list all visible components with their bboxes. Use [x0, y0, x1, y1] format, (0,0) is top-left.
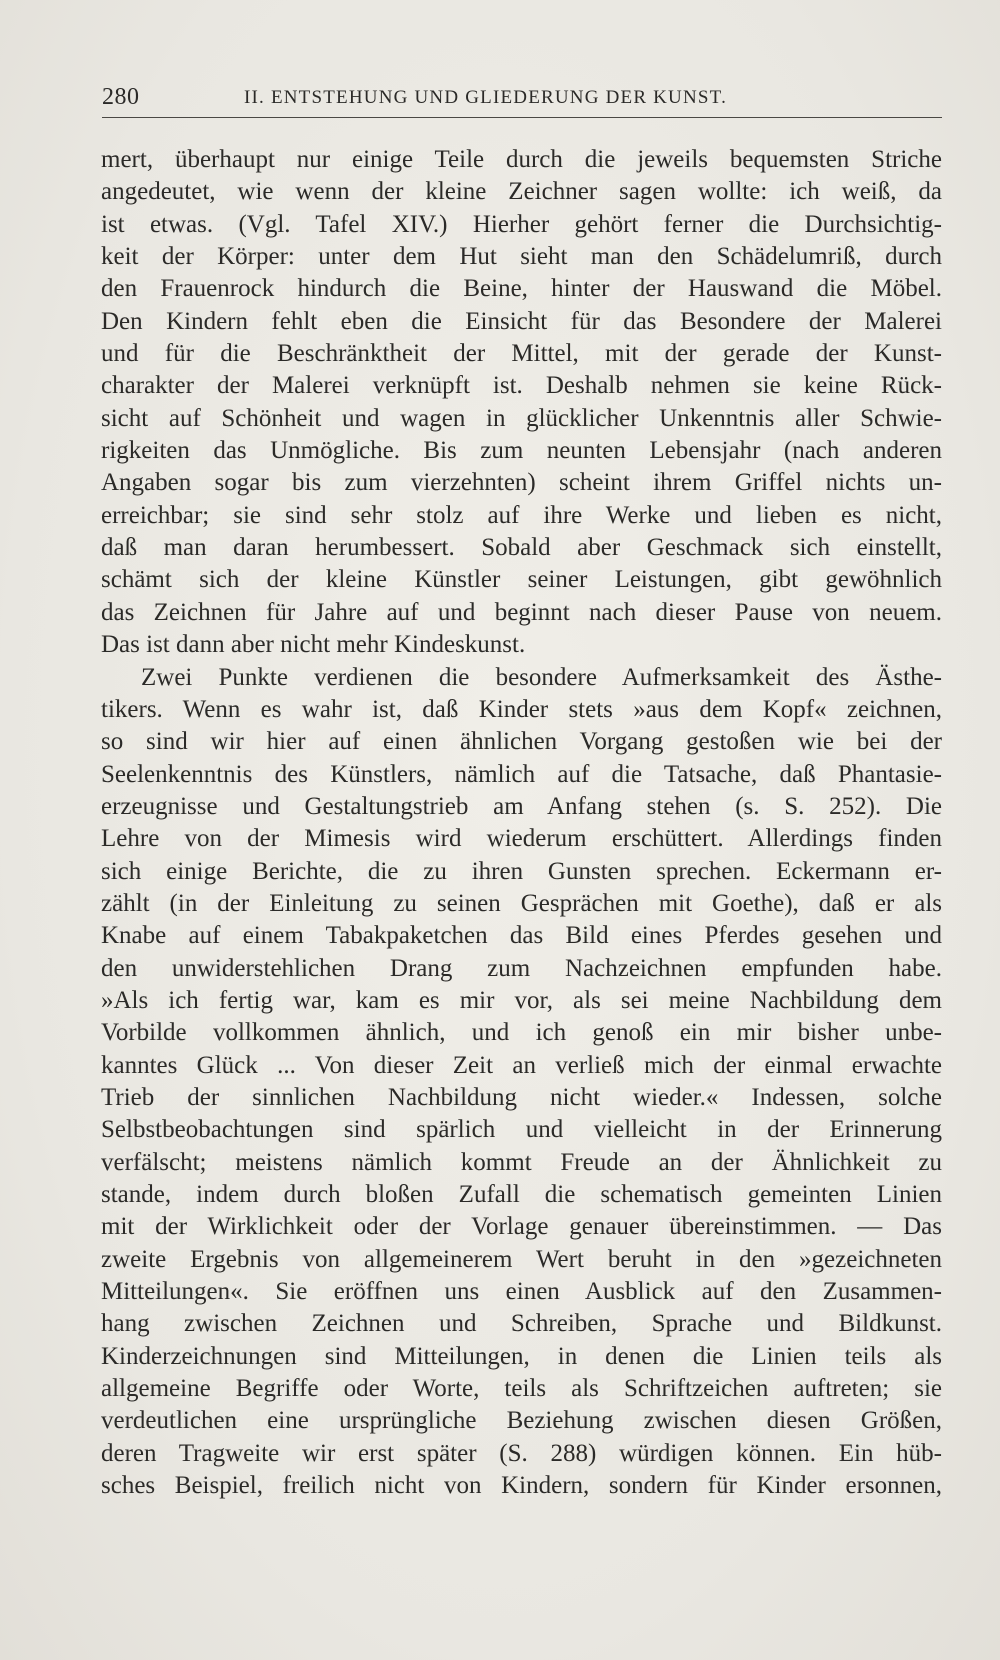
- text-line: schämt sich der kleine Künstler seiner Leistungen, gibt gewöhnlich: [101, 566, 942, 594]
- text-line: angedeutet, wie wenn der kleine Zeichner sagen wollte: ich weiß, da: [101, 178, 942, 206]
- text-line: Kinderzeichnungen sind Mitteilungen, in denen die Linien teils als: [101, 1342, 942, 1370]
- text-line: den Frauenrock hindurch die Beine, hinter der Hauswand die Möbel.: [101, 275, 942, 303]
- page-header: [102, 84, 944, 116]
- text-line: erreichbar; sie sind sehr stolz auf ihre Werke und lieben es nicht,: [101, 501, 942, 529]
- text-line: deren Tragweite wir erst später (S. 288) würdigen können. Ein hüb-: [101, 1439, 942, 1467]
- text-line: und für die Beschränktheit der Mittel, mit der gerade der Kunst-: [101, 340, 942, 368]
- text-line: so sind wir hier auf einen ähnlichen Vorgang gestoßen wie bei der: [101, 728, 942, 756]
- text-line: kanntes Glück ... Von dieser Zeit an verließ mich der einmal erwachte: [101, 1051, 942, 1079]
- text-line: den unwiderstehlichen Drang zum Nachzeichnen empfunden habe.: [101, 954, 942, 982]
- page-number: 280: [102, 84, 140, 110]
- text-line: hang zwischen Zeichnen und Schreiben, Sprache und Bildkunst.: [101, 1310, 942, 1338]
- text-line: erzeugnisse und Gestaltungstrieb am Anfang stehen (s. S. 252). Die: [101, 792, 942, 820]
- text-line: Angaben sogar bis zum vierzehnten) scheint ihrem Griffel nichts un-: [101, 469, 942, 497]
- paragraph-end-line: Das ist dann aber nicht mehr Kindeskunst.: [101, 631, 526, 659]
- text-line: Den Kindern fehlt eben die Einsicht für das Besondere der Malerei: [101, 307, 942, 335]
- text-line: Lehre von der Mimesis wird wiederum erschüttert. Allerdings finden: [101, 825, 942, 853]
- text-line: mit der Wirklichkeit oder der Vorlage genauer übereinstimmen. — Das: [101, 1213, 942, 1241]
- text-line: allgemeine Begriffe oder Worte, teils als Schriftzeichen auftreten; sie: [101, 1375, 942, 1403]
- text-line: rigkeiten das Unmögliche. Bis zum neunten Lebensjahr (nach anderen: [101, 437, 942, 465]
- text-line: sich einige Berichte, die zu ihren Gunsten sprechen. Eckermann er-: [101, 857, 942, 885]
- text-line: keit der Körper: unter dem Hut sieht man den Schädelumriß, durch: [101, 243, 942, 271]
- text-line: daß man daran herumbessert. Sobald aber Geschmack sich einstellt,: [101, 534, 942, 562]
- text-line: Knabe auf einem Tabakpaketchen das Bild eines Pferdes gesehen und: [101, 922, 942, 950]
- text-line: Selbstbeobachtungen sind spärlich und vielleicht in der Erinnerung: [101, 1116, 942, 1144]
- text-line: Mitteilungen«. Sie eröffnen uns einen Ausblick auf den Zusammen-: [101, 1278, 942, 1306]
- text-line: verdeutlichen eine ursprüngliche Beziehung zwischen diesen Größen,: [101, 1407, 942, 1435]
- text-line: charakter der Malerei verknüpft ist. Deshalb nehmen sie keine Rück-: [101, 372, 942, 400]
- text-line: zählt (in der Einleitung zu seinen Gesprächen mit Goethe), daß er als: [101, 889, 942, 917]
- text-line: mert, überhaupt nur einige Teile durch die jeweils bequemsten Striche: [101, 146, 942, 173]
- text-line: stande, indem durch bloßen Zufall die schematisch gemeinten Linien: [101, 1181, 942, 1208]
- text-line: »Als ich fertig war, kam es mir vor, als sei meine Nachbildung dem: [101, 986, 942, 1014]
- body-text: [101, 144, 942, 1502]
- text-line: Seelenkenntnis des Künstlers, nämlich auf die Tatsache, daß Phantasie-: [101, 760, 942, 788]
- paragraph-start-line: Zwei Punkte verdienen die besondere Aufmerksamkeit des Ästhe-: [141, 663, 942, 691]
- text-line: sicht auf Schönheit und wagen in glücklicher Unkenntnis aller Schwie-: [101, 404, 942, 432]
- text-line: verfälscht; meistens nämlich kommt Freude an der Ähnlichkeit zu: [101, 1148, 942, 1176]
- header-rule: [102, 117, 942, 118]
- text-line: Trieb der sinnlichen Nachbildung nicht wieder.« Indessen, solche: [101, 1083, 942, 1111]
- text-line: ist etwas. (Vgl. Tafel XIV.) Hierher gehört ferner die Durchsichtig-: [101, 210, 942, 238]
- text-line: zweite Ergebnis von allgemeinerem Wert beruht in den »gezeichneten: [101, 1245, 942, 1273]
- text-line: sches Beispiel, freilich nicht von Kindern, sondern für Kinder ersonnen,: [101, 1472, 942, 1500]
- running-head: II. ENTSTEHUNG UND GLIEDERUNG DER KUNST.: [244, 87, 728, 108]
- text-line: tikers. Wenn es wahr ist, daß Kinder stets »aus dem Kopf« zeichnen,: [101, 695, 942, 723]
- text-line: Vorbilde vollkommen ähnlich, und ich genoß ein mir bisher unbe-: [101, 1019, 942, 1047]
- text-line: das Zeichnen für Jahre auf und beginnt nach dieser Pause von neuem.: [101, 598, 942, 626]
